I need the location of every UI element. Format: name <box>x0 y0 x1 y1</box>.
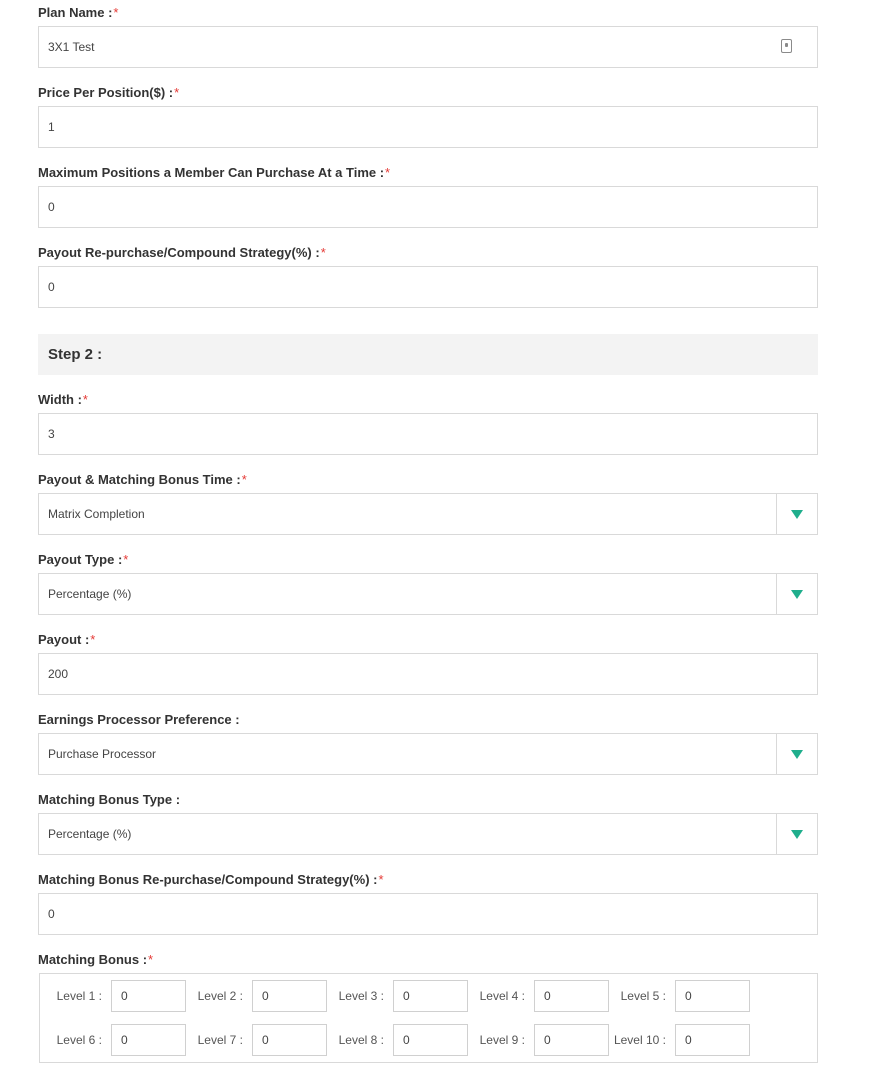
bonus-time-group <box>38 467 818 535</box>
max-positions-value: 0 <box>48 200 55 214</box>
plan-name-input[interactable] <box>38 26 818 68</box>
width-value: 3 <box>48 427 55 441</box>
processor-value: Purchase Processor <box>48 747 157 761</box>
payout-type-label: Payout Type :* <box>38 552 129 567</box>
bonus-time-value: Matrix Completion <box>48 507 145 521</box>
matching-repurchase-group <box>38 867 818 935</box>
matching-type-group <box>38 787 818 855</box>
payout-input[interactable] <box>38 653 818 695</box>
price-group <box>38 80 818 148</box>
width-group <box>38 387 818 455</box>
level-input[interactable]: 0 <box>111 1024 186 1056</box>
payout-group <box>38 627 818 695</box>
level-input[interactable]: 0 <box>111 980 186 1012</box>
payout-repurchase-label: Payout Re-purchase/Compound Strategy(%) :* <box>38 245 326 260</box>
bonus-time-select[interactable] <box>38 493 818 535</box>
chevron-down-icon <box>791 750 803 759</box>
matching-repurchase-value: 0 <box>48 907 55 921</box>
payout-type-value: Percentage (%) <box>48 587 132 601</box>
payout-repurchase-input[interactable] <box>38 266 818 308</box>
level-label: Level 10 : <box>613 1033 666 1047</box>
matching-type-label: Matching Bonus Type : <box>38 792 181 807</box>
level-7 <box>181 1024 327 1056</box>
level-1 <box>40 980 186 1012</box>
plan-form <box>38 0 818 1063</box>
matching-bonus-label: Matching Bonus :* <box>38 952 154 967</box>
payout-repurchase-value: 0 <box>48 280 55 294</box>
payout-value: 200 <box>48 667 69 681</box>
processor-select[interactable] <box>38 733 818 775</box>
matching-repurchase-input[interactable] <box>38 893 818 935</box>
payout-type-group <box>38 547 818 615</box>
price-value: 1 <box>48 120 55 134</box>
level-input[interactable]: 0 <box>393 1024 468 1056</box>
plan-name-label: Plan Name :* <box>38 5 119 20</box>
level-label: Level 5 : <box>620 989 666 1003</box>
payout-type-dropdown-toggle[interactable] <box>776 574 817 614</box>
processor-group <box>38 707 818 775</box>
contact-card-icon[interactable] <box>781 39 792 53</box>
price-input[interactable] <box>38 106 818 148</box>
price-label: Price Per Position($) :* <box>38 85 180 100</box>
matching-repurchase-label: Matching Bonus Re-purchase/Compound Strategy(%) :* <box>38 872 384 887</box>
matching-type-select[interactable] <box>38 813 818 855</box>
matching-bonus-levels <box>39 973 818 1063</box>
payout-repurchase-group <box>38 240 818 308</box>
level-label: Level 2 : <box>197 989 243 1003</box>
level-input[interactable]: 0 <box>534 980 609 1012</box>
level-2 <box>181 980 327 1012</box>
plan-name-value: 3X1 Test <box>48 40 95 54</box>
width-label: Width :* <box>38 392 88 407</box>
max-positions-input[interactable] <box>38 186 818 228</box>
level-input[interactable]: 0 <box>534 1024 609 1056</box>
matching-type-dropdown-toggle[interactable] <box>776 814 817 854</box>
chevron-down-icon <box>791 590 803 599</box>
payout-type-select[interactable] <box>38 573 818 615</box>
level-label: Level 4 : <box>479 989 525 1003</box>
level-label: Level 8 : <box>338 1033 384 1047</box>
level-input[interactable]: 0 <box>252 1024 327 1056</box>
payout-label: Payout :* <box>38 632 96 647</box>
matching-type-value: Percentage (%) <box>48 827 132 841</box>
bonus-time-label: Payout & Matching Bonus Time :* <box>38 472 247 487</box>
level-label: Level 3 : <box>338 989 384 1003</box>
level-5 <box>604 980 750 1012</box>
level-label: Level 9 : <box>479 1033 525 1047</box>
max-positions-label: Maximum Positions a Member Can Purchase At a Time :* <box>38 165 391 180</box>
width-input[interactable] <box>38 413 818 455</box>
matching-bonus-group <box>38 947 818 1063</box>
level-10 <box>604 1024 750 1056</box>
level-label: Level 6 : <box>56 1033 102 1047</box>
level-4 <box>463 980 609 1012</box>
max-positions-group <box>38 160 818 228</box>
chevron-down-icon <box>791 830 803 839</box>
level-input[interactable]: 0 <box>675 1024 750 1056</box>
step-2-heading: Step 2 : <box>38 334 818 375</box>
level-input[interactable]: 0 <box>252 980 327 1012</box>
processor-dropdown-toggle[interactable] <box>776 734 817 774</box>
level-3 <box>322 980 468 1012</box>
plan-name-group <box>38 0 818 68</box>
level-8 <box>322 1024 468 1056</box>
level-6 <box>40 1024 186 1056</box>
processor-label: Earnings Processor Preference : <box>38 712 240 727</box>
level-label: Level 7 : <box>197 1033 243 1047</box>
chevron-down-icon <box>791 510 803 519</box>
level-9 <box>463 1024 609 1056</box>
level-label: Level 1 : <box>56 989 102 1003</box>
bonus-time-dropdown-toggle[interactable] <box>776 494 817 534</box>
level-input[interactable]: 0 <box>675 980 750 1012</box>
level-input[interactable]: 0 <box>393 980 468 1012</box>
